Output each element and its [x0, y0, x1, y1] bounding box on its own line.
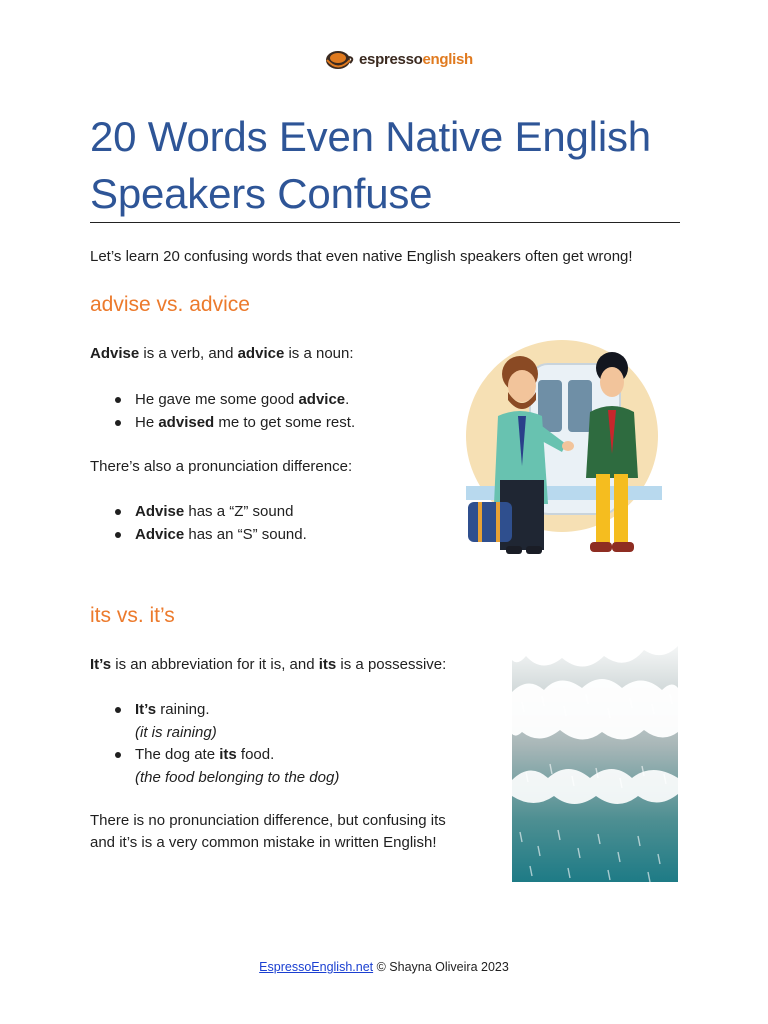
- list-item: It’s raining. (it is raining): [90, 699, 339, 744]
- rain-clouds-illustration: [512, 632, 678, 882]
- copyright-text: © Shayna Oliveira 2023: [373, 960, 509, 974]
- list-item: He advised me to get some rest.: [90, 412, 355, 435]
- intro-text: Let’s learn 20 confusing words that even native English speakers often get wrong!: [90, 248, 633, 265]
- section-heading-its: its vs. it’s: [90, 604, 175, 627]
- list-item: Advise has a “Z” sound: [90, 501, 307, 524]
- list-item: The dog ate its food. (the food belonging to the dog): [90, 744, 339, 789]
- list-item: Advice has an “S” sound.: [90, 524, 307, 547]
- its-examples: [90, 699, 339, 789]
- pronunciation-list: [90, 501, 307, 546]
- logo-text: espressoenglish: [359, 50, 473, 68]
- espressoenglish-link[interactable]: EspressoEnglish.net: [259, 960, 374, 974]
- footer: [0, 960, 768, 974]
- coffee-cup-icon: [324, 47, 356, 71]
- its-definition: It’s is an abbreviation for it is, and its is a possessive:: [90, 656, 447, 673]
- its-note: There is no pronunciation difference, but confusing its and it’s is a very common mistake in written English!: [90, 812, 446, 851]
- section-heading-advise: advise vs. advice: [90, 293, 250, 316]
- advise-examples: [90, 389, 355, 434]
- title-divider: [90, 222, 680, 223]
- advise-definition: Advise is a verb, and advice is a noun:: [90, 345, 354, 362]
- list-item: He gave me some good advice.: [90, 389, 355, 412]
- pronunciation-intro: There’s also a pronunciation difference:: [90, 458, 353, 475]
- logo: [324, 46, 473, 72]
- page-title: 20 Words Even Native English Speakers Confuse: [90, 113, 651, 217]
- two-men-talking-illustration: [462, 336, 662, 562]
